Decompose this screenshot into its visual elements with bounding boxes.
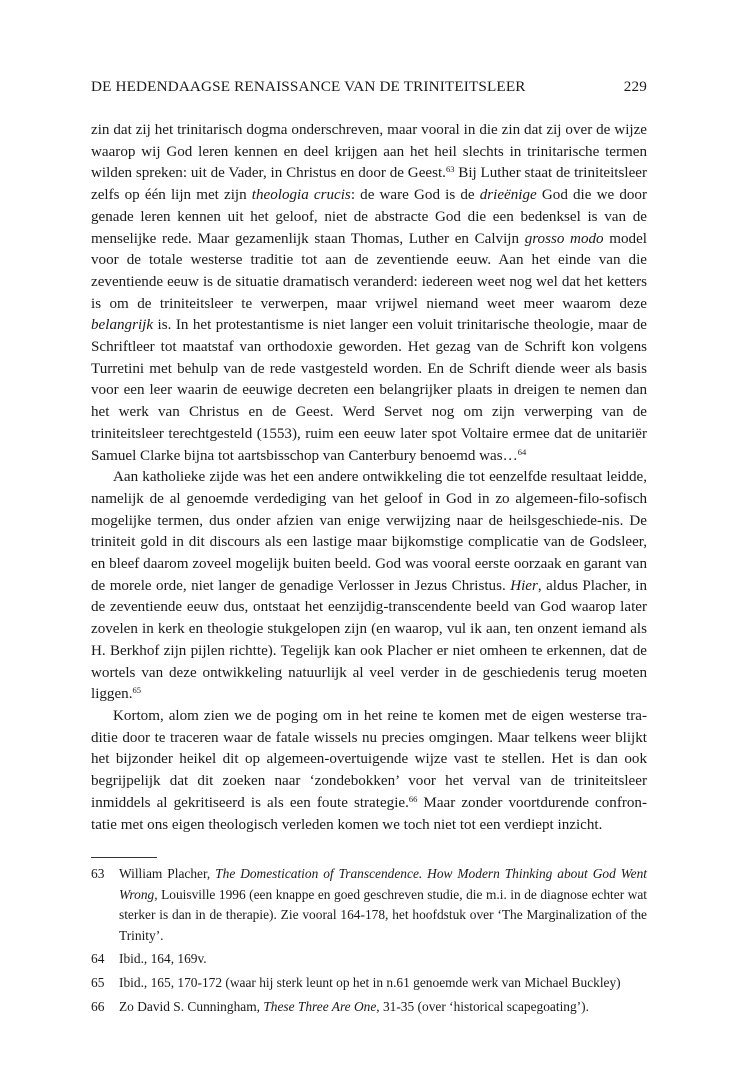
text-run: Ibid., 164, 169v. [119, 951, 207, 967]
text-run: God die we door genade leren kennen uit het geloof, niet de abstracte God die een bedenksel is van de menselijke rede. Maar gezamenlijk staan Thomas, Luther en Calvijn [91, 187, 647, 247]
footnote-text [119, 997, 647, 1018]
footnote-text [119, 973, 647, 994]
footnote-ref: 63 [445, 164, 455, 175]
text-run: : de ware God is de [350, 187, 480, 204]
footnote-separator [91, 857, 157, 858]
italic-text: theologia crucis [251, 187, 351, 204]
text-run: is. In het protestantisme is niet langer een voluit trinitarische theologie, maar de Schriftleer tot maatstaf van orthodoxie geworden. Het gezag van de Schrift kon volgens Turretini met behulp van de rede vastgesteld worden. En de Schrift diende weer als basis voor een leer waarin de eeuwige decreten een belangrijker plaats in dreigen te nemen dan het werk van Christus en de Geest. Werd Servet nog om zijn verwerping van de triniteitsleer terechtgesteld (1553), ruim een eeuw later spot Voltaire ermee dat de unitariër Samuel Clarke bijna tot aartsbisschop van Canterbury benoemd was… [91, 317, 647, 464]
footnote-ref: 65 [132, 685, 142, 696]
footnote-ref: 66 [408, 793, 418, 804]
text-run: Zo David S. Cunningham, [119, 998, 264, 1014]
footnote [91, 973, 647, 994]
text-run: William Placher, [119, 866, 216, 881]
italic-text: Hier [510, 577, 538, 594]
text-run: Bij Luther staat de triniteitsleer zelfs op één lijn met zijn [91, 165, 647, 204]
footnote-number: 65 [91, 974, 105, 990]
footnote-number: 64 [91, 951, 105, 967]
footnote [91, 997, 647, 1018]
footnote [91, 864, 647, 946]
footnote-ref: 64 [517, 446, 527, 457]
paragraph [91, 706, 647, 836]
chapter-title: DE HEDENDAAGSE RENAISSANCE VAN DE TRINITEITSLEER [91, 78, 526, 95]
footnotes [91, 864, 647, 1017]
text-run: Aan katholieke zijde was het een andere ontwikkeling die tot eenzelfde resultaat leidde, namelijk de al genoemde verdediging van het geloof in God in zo algemeen-filo-sofisch mogelijke termen, dus onder afzien van enige verwijzing naar de heilsgeschiede-nis. De triniteit gold in dit discours als een lastige maar bijkomstige complicatie van de Godsleer, en bleef daarom zoveel mogelijk buiten beeld. God was vooral eerste oorzaak en garant van de morele orde, niet langer de genadige Verlosser in Jezus Christus. [91, 469, 647, 594]
paragraph [91, 467, 647, 706]
text-run: Kortom, alom zien we de poging om in het reine te komen met de eigen westerse tra-ditie door te traceren waar de fatale wissels nu precies omgingen. Maar telkens weer blijkt het bijzonder heikel dit op algemeen-overtuigende wijze vast te stellen. Het is dan ook begrijpelijk dat dit zoeken naar ‘zondebokken’ voor het verval van de triniteitsleer inmiddels al gekritiseerd is als een foute strategie. [91, 707, 647, 811]
italic-text: drieënige [479, 187, 537, 204]
text-run: , Louisville 1996 (een knappe en goed geschreven studie, die m.i. in de diagnose echter wat sterker is dan in de therapie). Zie vooral 164-178, het hoofdstuk over ‘The Marginalization of the Trinity’. [119, 886, 647, 943]
footnote-number: 63 [91, 866, 105, 881]
italic-text: belangrijk [91, 317, 154, 334]
italic-text: grosso modo [524, 230, 604, 247]
text-run: Maar zonder voortdurende confron-tatie met ons eigen theologisch verleden komen we toch niet tot een verdiept inzicht. [91, 794, 647, 833]
footnote-text [119, 949, 647, 970]
italic-text: The Domestication of Transcendence. How Modern Thinking about God Went Wrong [119, 866, 647, 902]
text-run: zin dat zij het trinitarisch dogma onderschreven, maar vooral in die zin dat zij over de wijze waarop wij God leren kennen en deel krijgen aan het heil slechts in trinitarische termen wilden spreken: uit de Vader, in Christus en door de Geest. [91, 122, 647, 182]
footnote [91, 949, 647, 970]
text-run: model voor de totale westerse traditie tot aan de zeventiende eeuw. Aan het einde van die zeventiende eeuw is de situatie dramatisch veranderd: iedereen weet nog wel dat het ketters is om de triniteitsleer te verwerpen, maar vrijwel niemand weet meer waarom deze [91, 230, 647, 312]
italic-text: These Three Are One [263, 998, 377, 1014]
footnote-text [119, 864, 647, 946]
footnote-number: 66 [91, 998, 105, 1014]
running-head [91, 78, 647, 96]
text-run: Ibid., 165, 170-172 (waar hij sterk leunt op het in n.61 genoemde werk van Michael Buckley) [119, 974, 621, 990]
body-text [91, 120, 647, 836]
text-run: , aldus Placher, in de zeventiende eeuw dus, ontstaat het eenzijdig-transcendente beeld van God waarop later zovelen in kerk en theologie stukgelopen zijn (en waarop, vul ik aan, ten onzent iemand als H. Berkhof zijn pijlen richtte). Tegelijk kan ook Placher er niet omheen te erkennen, dat de wortels van deze ontwikkeling natuurlijk al veel verder in de geschiedenis terug moeten liggen. [91, 577, 648, 703]
paragraph [91, 120, 647, 467]
page-number: 229 [623, 78, 647, 95]
text-run: , 31-35 (over ‘historical scapegoating’). [376, 998, 589, 1014]
